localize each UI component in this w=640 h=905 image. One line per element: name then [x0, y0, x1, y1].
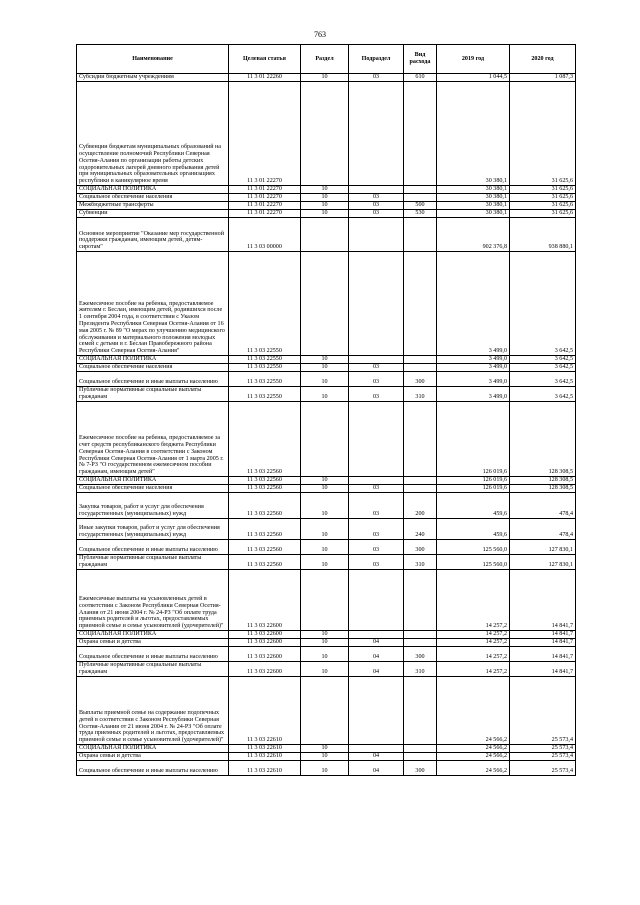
- table-row: [77, 402, 576, 477]
- table-row: [77, 631, 576, 639]
- cell-expense-type: [404, 485, 437, 493]
- cell-section: 10: [301, 631, 349, 639]
- cell-expense-type: 500: [404, 202, 437, 210]
- cell-code: 11 3 03 22600: [229, 570, 301, 631]
- cell-2019: 24 566,2: [437, 761, 510, 776]
- cell-name: Субсидии бюджетным учреждениям: [77, 74, 229, 82]
- cell-code: 11 3 03 22560: [229, 477, 301, 485]
- cell-2019: 30 380,1: [437, 186, 510, 194]
- cell-section: 10: [301, 647, 349, 662]
- table-header-row: [77, 45, 576, 74]
- cell-expense-type: [404, 194, 437, 202]
- cell-2019: 14 257,2: [437, 662, 510, 677]
- cell-expense-type: 300: [404, 540, 437, 555]
- cell-name: Ежемесячное пособие на ребенка, предоставляемое жителям г. Беслан, имеющим детей, родившихся после 1 сентября 2004 года, в соответствии с Указом Президента Республики Северная Осетия-Алания от 16 мая 2005 г. № 89 "О мерах по улучшению медицинского обслуживания и материального положения молодых семей с детьми в г. Беслан Правобережного района Республики Северная Осетия-Алания": [77, 252, 229, 356]
- cell-name: Социальное обеспечение населения: [77, 364, 229, 372]
- table-row: [77, 540, 576, 555]
- table-row: [77, 485, 576, 493]
- cell-name: СОЦИАЛЬНАЯ ПОЛИТИКА: [77, 356, 229, 364]
- cell-name: Основное мероприятие "Оказание мер государственной поддержки гражданам, имеющим детей, детям-сиротам": [77, 218, 229, 252]
- cell-expense-type: 310: [404, 555, 437, 570]
- cell-2019: 14 257,2: [437, 570, 510, 631]
- cell-section: [301, 570, 349, 631]
- cell-code: 11 3 01 22270: [229, 210, 301, 218]
- cell-name: Охрана семьи и детства: [77, 639, 229, 647]
- table-row: [77, 387, 576, 402]
- cell-expense-type: [404, 677, 437, 745]
- cell-subsection: 04: [349, 639, 404, 647]
- cell-2020: 25 573,4: [510, 761, 576, 776]
- cell-subsection: [349, 745, 404, 753]
- table-row: [77, 356, 576, 364]
- cell-name: Иные закупки товаров, работ и услуг для обеспечения государственных (муниципальных) нужд: [77, 519, 229, 540]
- cell-name: Субвенции: [77, 210, 229, 218]
- table-row: [77, 493, 576, 519]
- table-row: [77, 364, 576, 372]
- cell-2019: 3 499,0: [437, 252, 510, 356]
- cell-expense-type: 300: [404, 372, 437, 387]
- cell-2019: 126 019,6: [437, 477, 510, 485]
- cell-name: Социальное обеспечение населения: [77, 194, 229, 202]
- cell-subsection: [349, 631, 404, 639]
- cell-code: 11 3 01 22270: [229, 82, 301, 186]
- cell-expense-type: [404, 364, 437, 372]
- table-row: [77, 477, 576, 485]
- cell-code: 11 3 03 22600: [229, 631, 301, 639]
- cell-code: 11 3 03 22610: [229, 677, 301, 745]
- cell-subsection: 03: [349, 202, 404, 210]
- cell-name: СОЦИАЛЬНАЯ ПОЛИТИКА: [77, 745, 229, 753]
- cell-subsection: 04: [349, 647, 404, 662]
- cell-subsection: [349, 402, 404, 477]
- table-row: [77, 662, 576, 677]
- cell-2019: 30 380,1: [437, 82, 510, 186]
- cell-name: Социальное обеспечение и иные выплаты населению: [77, 372, 229, 387]
- cell-subsection: 04: [349, 753, 404, 761]
- cell-expense-type: [404, 252, 437, 356]
- cell-code: 11 3 03 22550: [229, 252, 301, 356]
- cell-expense-type: [404, 218, 437, 252]
- cell-name: СОЦИАЛЬНАЯ ПОЛИТИКА: [77, 186, 229, 194]
- cell-section: [301, 218, 349, 252]
- cell-2019: 14 257,2: [437, 639, 510, 647]
- cell-2019: 3 499,0: [437, 356, 510, 364]
- cell-subsection: [349, 677, 404, 745]
- table-row: [77, 519, 576, 540]
- table-row: [77, 677, 576, 745]
- header-2020: 2020 год: [510, 45, 576, 74]
- page-number: 763: [314, 30, 326, 39]
- header-name: Наименование: [77, 45, 229, 74]
- cell-code: 11 3 03 22600: [229, 647, 301, 662]
- cell-section: 10: [301, 356, 349, 364]
- cell-2020: 31 625,6: [510, 210, 576, 218]
- table-row: [77, 74, 576, 82]
- cell-name: Социальное обеспечение и иные выплаты населению: [77, 647, 229, 662]
- cell-expense-type: [404, 477, 437, 485]
- table-row: [77, 761, 576, 776]
- cell-expense-type: 610: [404, 74, 437, 82]
- cell-expense-type: 300: [404, 647, 437, 662]
- cell-name: Ежемесячные выплаты на усыновленных детей в соответствии с Законом Республики Северная Осетия-Алания от 21 июня 2004 г. № 24-РЗ "Об оплате труда приемных родителей и льготах, предоставляемых приемной семье и семье усыновителей (удочерителей)": [77, 570, 229, 631]
- table-row: [77, 647, 576, 662]
- table-row: [77, 555, 576, 570]
- cell-2019: 459,6: [437, 519, 510, 540]
- cell-section: 10: [301, 639, 349, 647]
- cell-2019: 125 560,0: [437, 555, 510, 570]
- cell-subsection: 03: [349, 485, 404, 493]
- cell-subsection: 04: [349, 662, 404, 677]
- cell-2019: 3 499,0: [437, 387, 510, 402]
- cell-subsection: [349, 356, 404, 364]
- cell-section: 10: [301, 210, 349, 218]
- cell-subsection: 03: [349, 493, 404, 519]
- cell-2019: 3 499,0: [437, 372, 510, 387]
- table-row: [77, 745, 576, 753]
- cell-2019: 459,6: [437, 493, 510, 519]
- cell-2020: 14 841,7: [510, 631, 576, 639]
- cell-expense-type: [404, 356, 437, 364]
- cell-section: [301, 82, 349, 186]
- cell-section: 10: [301, 753, 349, 761]
- cell-expense-type: 310: [404, 387, 437, 402]
- cell-section: 10: [301, 540, 349, 555]
- cell-code: 11 3 01 22270: [229, 202, 301, 210]
- cell-2019: 30 380,1: [437, 210, 510, 218]
- cell-name: Выплаты приемной семье на содержание подопечных детей в соответствии с Законом Республики Северная Осетия-Алания от 21 июня 2004 г. № 24-РЗ "Об оплате труда приемных родителей и льготах, предоставляемых приемной семье и семье усыновителей (удочерителей)": [77, 677, 229, 745]
- cell-subsection: [349, 186, 404, 194]
- cell-subsection: [349, 570, 404, 631]
- cell-code: 11 3 03 00000: [229, 218, 301, 252]
- cell-subsection: 03: [349, 194, 404, 202]
- table-row: [77, 639, 576, 647]
- cell-2020: 25 573,4: [510, 745, 576, 753]
- cell-expense-type: [404, 631, 437, 639]
- header-subsection: Подраздел: [349, 45, 404, 74]
- cell-subsection: 03: [349, 372, 404, 387]
- table-row: [77, 82, 576, 186]
- cell-expense-type: [404, 186, 437, 194]
- budget-table: [76, 44, 576, 776]
- cell-subsection: 03: [349, 387, 404, 402]
- cell-expense-type: [404, 402, 437, 477]
- cell-section: [301, 677, 349, 745]
- cell-expense-type: [404, 753, 437, 761]
- cell-code: 11 3 03 22610: [229, 745, 301, 753]
- cell-section: 10: [301, 372, 349, 387]
- cell-name: Закупка товаров, работ и услуг для обеспечения государственных (муниципальных) нужд: [77, 493, 229, 519]
- cell-section: 10: [301, 519, 349, 540]
- cell-2020: 25 573,4: [510, 677, 576, 745]
- cell-2020: 127 830,1: [510, 555, 576, 570]
- cell-name: Социальное обеспечение и иные выплаты населению: [77, 761, 229, 776]
- cell-section: 10: [301, 74, 349, 82]
- cell-name: Социальное обеспечение населения: [77, 485, 229, 493]
- cell-2020: 3 642,5: [510, 364, 576, 372]
- cell-code: 11 3 03 22600: [229, 662, 301, 677]
- cell-code: 11 3 03 22560: [229, 519, 301, 540]
- cell-section: 10: [301, 745, 349, 753]
- cell-expense-type: 530: [404, 210, 437, 218]
- cell-2020: 3 642,5: [510, 372, 576, 387]
- cell-2019: 14 257,2: [437, 647, 510, 662]
- cell-name: Субвенции бюджетам муниципальных образований на осуществление полномочий Республики Северная Осетия-Алания по организации работы детских оздоровительных лагерей дневного пребывания детей при муниципальных образовательных организациях республики в каникулярное время: [77, 82, 229, 186]
- cell-section: 10: [301, 485, 349, 493]
- cell-2019: 24 566,2: [437, 745, 510, 753]
- table-row: [77, 372, 576, 387]
- cell-2020: 31 625,6: [510, 186, 576, 194]
- cell-code: 11 3 03 22550: [229, 387, 301, 402]
- cell-2020: 478,4: [510, 493, 576, 519]
- cell-code: 11 3 01 22270: [229, 186, 301, 194]
- cell-2019: 902 376,8: [437, 218, 510, 252]
- cell-section: 10: [301, 186, 349, 194]
- header-section: Раздел: [301, 45, 349, 74]
- cell-name: Публичные нормативные социальные выплаты гражданам: [77, 555, 229, 570]
- cell-subsection: 04: [349, 761, 404, 776]
- cell-2020: 31 625,6: [510, 82, 576, 186]
- cell-expense-type: [404, 570, 437, 631]
- cell-2020: 14 841,7: [510, 570, 576, 631]
- cell-expense-type: [404, 745, 437, 753]
- cell-section: 10: [301, 202, 349, 210]
- cell-section: 10: [301, 477, 349, 485]
- cell-section: 10: [301, 194, 349, 202]
- cell-subsection: 03: [349, 540, 404, 555]
- table-row: [77, 194, 576, 202]
- cell-code: 11 3 03 22560: [229, 555, 301, 570]
- cell-subsection: 03: [349, 555, 404, 570]
- cell-2019: 24 566,2: [437, 677, 510, 745]
- cell-2020: 128 308,5: [510, 485, 576, 493]
- cell-2020: 3 642,5: [510, 387, 576, 402]
- cell-2019: 126 019,6: [437, 402, 510, 477]
- cell-subsection: [349, 82, 404, 186]
- cell-2020: 31 625,6: [510, 194, 576, 202]
- cell-2020: 3 642,5: [510, 252, 576, 356]
- cell-name: Межбюджетные трансферты: [77, 202, 229, 210]
- cell-subsection: 03: [349, 519, 404, 540]
- cell-2019: 126 019,6: [437, 485, 510, 493]
- cell-2020: 127 830,1: [510, 540, 576, 555]
- cell-code: 11 3 03 22550: [229, 372, 301, 387]
- cell-2019: 1 044,5: [437, 74, 510, 82]
- cell-expense-type: 300: [404, 761, 437, 776]
- cell-2020: 3 642,5: [510, 356, 576, 364]
- cell-2020: 14 841,7: [510, 647, 576, 662]
- cell-expense-type: [404, 82, 437, 186]
- cell-section: [301, 252, 349, 356]
- cell-name: СОЦИАЛЬНАЯ ПОЛИТИКА: [77, 477, 229, 485]
- cell-name: Ежемесячное пособие на ребенка, предоставляемое за счет средств республиканского бюджета Республики Северная Осетия-Алания в соответствии с Законом Республики Северная Осетия-Алания от 1 марта 2005 г. № 7-РЗ "О государственном ежемесячном пособии гражданам, имеющим детей": [77, 402, 229, 477]
- cell-code: 11 3 01 22260: [229, 74, 301, 82]
- cell-section: 10: [301, 364, 349, 372]
- cell-expense-type: [404, 639, 437, 647]
- cell-subsection: [349, 218, 404, 252]
- cell-name: Публичные нормативные социальные выплаты гражданам: [77, 662, 229, 677]
- cell-code: 11 3 03 22600: [229, 639, 301, 647]
- cell-code: 11 3 03 22560: [229, 540, 301, 555]
- cell-name: Охрана семьи и детства: [77, 753, 229, 761]
- table-row: [77, 753, 576, 761]
- cell-name: Публичные нормативные социальные выплаты гражданам: [77, 387, 229, 402]
- table-row: [77, 218, 576, 252]
- cell-2019: 24 566,2: [437, 753, 510, 761]
- cell-2019: 3 499,0: [437, 364, 510, 372]
- cell-2020: 128 308,5: [510, 402, 576, 477]
- cell-expense-type: 200: [404, 493, 437, 519]
- header-expense-type: Вид расхода: [404, 45, 437, 74]
- cell-2019: 30 380,1: [437, 194, 510, 202]
- cell-code: 11 3 03 22610: [229, 753, 301, 761]
- cell-2019: 125 560,0: [437, 540, 510, 555]
- cell-section: 10: [301, 761, 349, 776]
- cell-2019: 30 380,1: [437, 202, 510, 210]
- cell-subsection: 03: [349, 210, 404, 218]
- cell-subsection: 03: [349, 364, 404, 372]
- cell-section: 10: [301, 493, 349, 519]
- cell-section: 10: [301, 555, 349, 570]
- cell-2020: 478,4: [510, 519, 576, 540]
- table-row: [77, 202, 576, 210]
- cell-subsection: 03: [349, 74, 404, 82]
- cell-expense-type: 310: [404, 662, 437, 677]
- cell-2019: 14 257,2: [437, 631, 510, 639]
- table-body: [77, 74, 576, 776]
- table-row: [77, 186, 576, 194]
- cell-code: 11 3 03 22550: [229, 356, 301, 364]
- cell-2020: 14 841,7: [510, 662, 576, 677]
- table-row: [77, 252, 576, 356]
- header-2019: 2019 год: [437, 45, 510, 74]
- cell-section: [301, 402, 349, 477]
- cell-2020: 128 308,5: [510, 477, 576, 485]
- cell-code: 11 3 03 22550: [229, 364, 301, 372]
- cell-code: 11 3 03 22560: [229, 402, 301, 477]
- cell-subsection: [349, 477, 404, 485]
- cell-2020: 31 625,6: [510, 202, 576, 210]
- cell-code: 11 3 01 22270: [229, 194, 301, 202]
- cell-2020: 14 841,7: [510, 639, 576, 647]
- cell-2020: 1 087,3: [510, 74, 576, 82]
- cell-subsection: [349, 252, 404, 356]
- cell-code: 11 3 03 22560: [229, 493, 301, 519]
- table-row: [77, 210, 576, 218]
- cell-section: 10: [301, 662, 349, 677]
- cell-code: 11 3 03 22610: [229, 761, 301, 776]
- cell-section: 10: [301, 387, 349, 402]
- header-code: Целевая статья: [229, 45, 301, 74]
- cell-2020: 25 573,4: [510, 753, 576, 761]
- cell-expense-type: 240: [404, 519, 437, 540]
- cell-2020: 938 880,1: [510, 218, 576, 252]
- table-row: [77, 570, 576, 631]
- cell-code: 11 3 03 22560: [229, 485, 301, 493]
- cell-name: Социальное обеспечение и иные выплаты населению: [77, 540, 229, 555]
- cell-name: СОЦИАЛЬНАЯ ПОЛИТИКА: [77, 631, 229, 639]
